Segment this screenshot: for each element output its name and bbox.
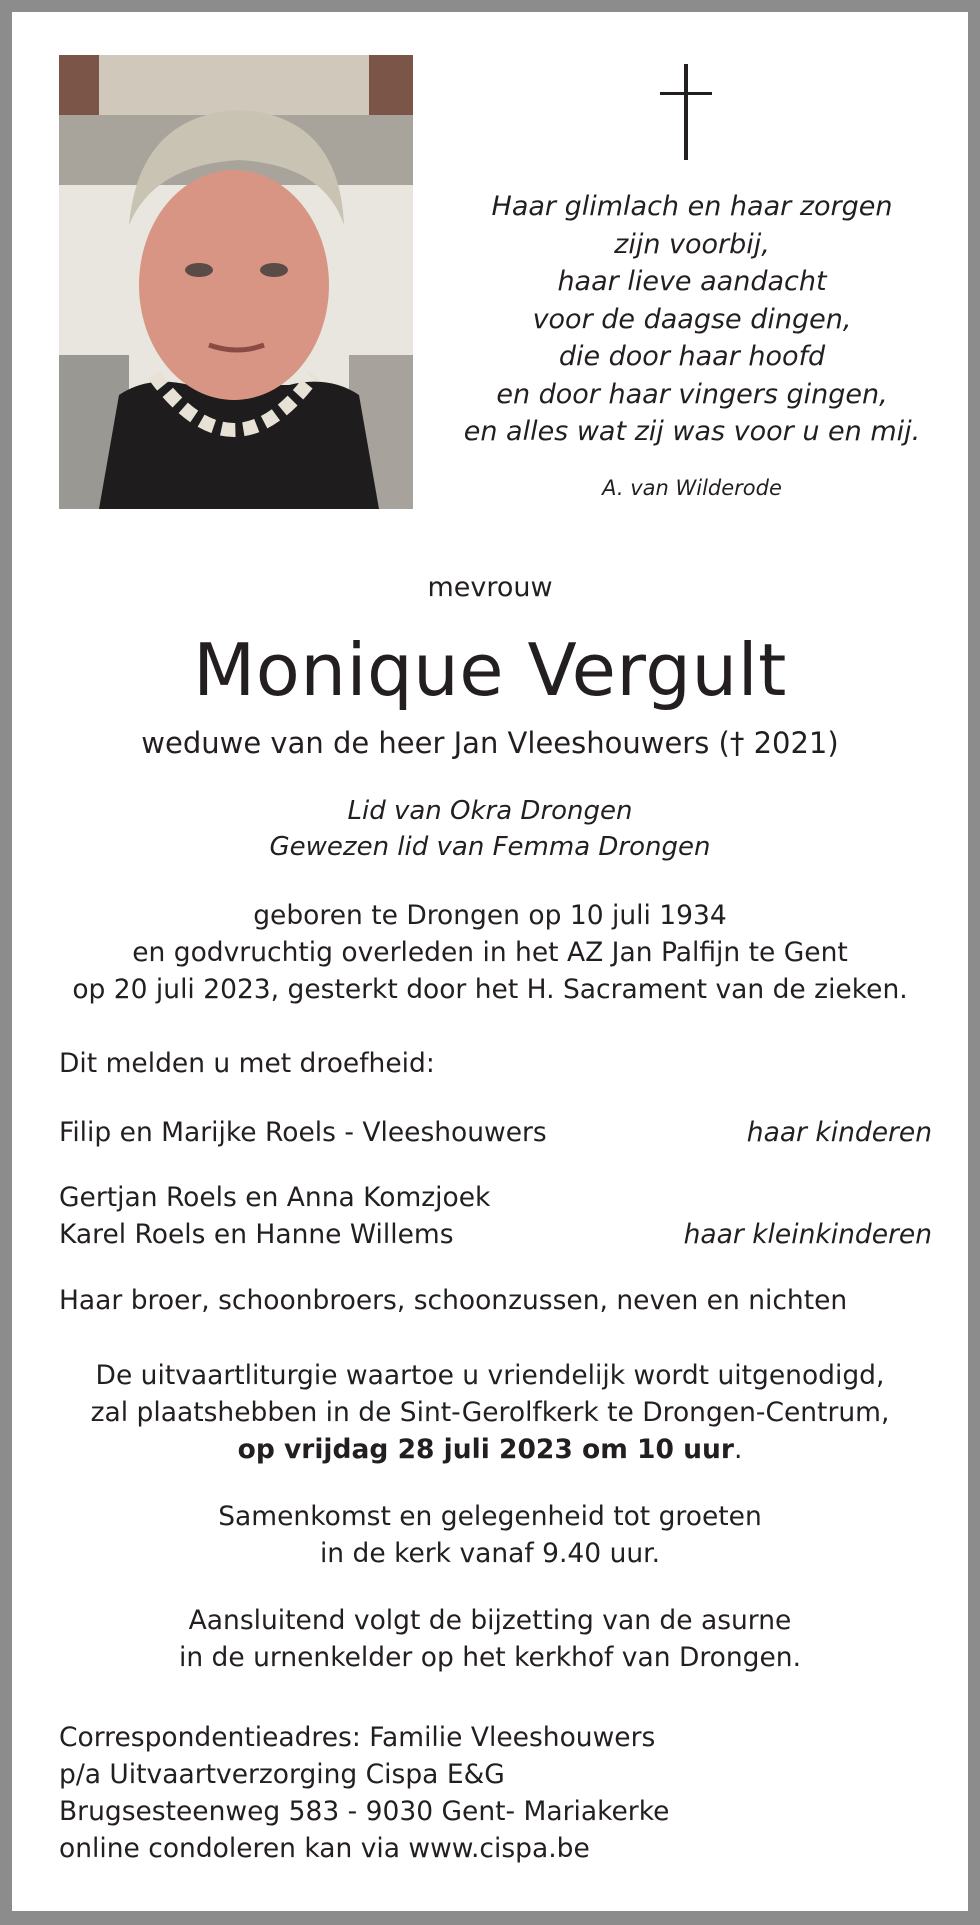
life-line: op 20 juli 2023, gesterkt door het H. Sacrament van de zieken. [72,974,908,1005]
life-line: en godvruchtig overleden in het AZ Jan Palfijn te Gent [132,937,848,968]
funeral-line: De uitvaartliturgie waartoe u vriendelijk wordt uitgenodigd, [95,1360,885,1391]
poem-line: en door haar vingers gingen, [496,378,888,410]
widow-of-line: weduwe van de heer Jan Vleeshouwers († 2021) [141,726,839,760]
latin-cross-icon [660,64,712,160]
children-names: Filip en Marijke Roels - Vleeshouwers [59,1117,547,1148]
poem-line: en alles wat zij was voor u en mij. [463,416,921,447]
death-notice-card [12,12,968,1911]
poem-line: voor de daagse dingen, [532,303,852,335]
poem-line: zijn voorbij, [614,228,770,260]
announcement-line: Dit melden u met droefheid: [59,1048,435,1079]
correspondence-line: p/a Uitvaartverzorging Cispa E&G [59,1759,505,1790]
funeral-date: op vrijdag 28 juli 2023 om 10 uur [237,1434,734,1465]
burial-line: in de urnenkelder op het kerkhof van Drongen. [178,1642,802,1673]
funeral-date-line [12,1434,968,1465]
burial-line: Aansluitend volgt de bijzetting van de asurne [188,1605,792,1636]
correspondence-line: Correspondentieadres: Familie Vleeshouwers [59,1722,656,1753]
honorific-title: mevrouw [427,572,553,603]
life-line: geboren te Drongen op 10 juli 1934 [253,900,727,931]
portrait-photo [59,55,413,509]
grandchildren-names: Gertjan Roels en Anna Komzjoek [59,1182,491,1213]
poem-line: die door haar hoofd [558,341,826,372]
condolence-link-line: online condoleren kan via www.cispa.be [59,1833,590,1864]
membership-line: Lid van Okra Drongen [347,796,633,826]
portrait-illustration [59,55,413,509]
membership-line: Gewezen lid van Femma Drongen [269,832,711,862]
other-relatives: Haar broer, schoonbroers, schoonzussen, neven en nichten [59,1285,848,1316]
grandchildren-names: Karel Roels en Hanne Willems [59,1219,454,1250]
grandchildren-label: haar kleinkinderen [683,1219,932,1250]
deceased-name: Monique Vergult [193,628,787,712]
gathering-line: in de kerk vanaf 9.40 uur. [319,1538,661,1569]
funeral-line: zal plaatshebben in de Sint-Gerolfkerk te Drongen-Centrum, [90,1397,890,1428]
children-label: haar kinderen [746,1117,932,1148]
poem-line: Haar glimlach en haar zorgen [491,191,893,222]
gathering-line: Samenkomst en gelegenheid tot groeten [218,1501,762,1532]
funeral-date-suffix: . [733,1434,743,1465]
poem-author: A. van Wilderode [602,476,782,500]
poem-line: haar lieve aandacht [557,266,827,297]
correspondence-line: Brugsesteenweg 583 - 9030 Gent- Mariakerke [59,1796,670,1827]
memorial-poem [432,188,952,451]
